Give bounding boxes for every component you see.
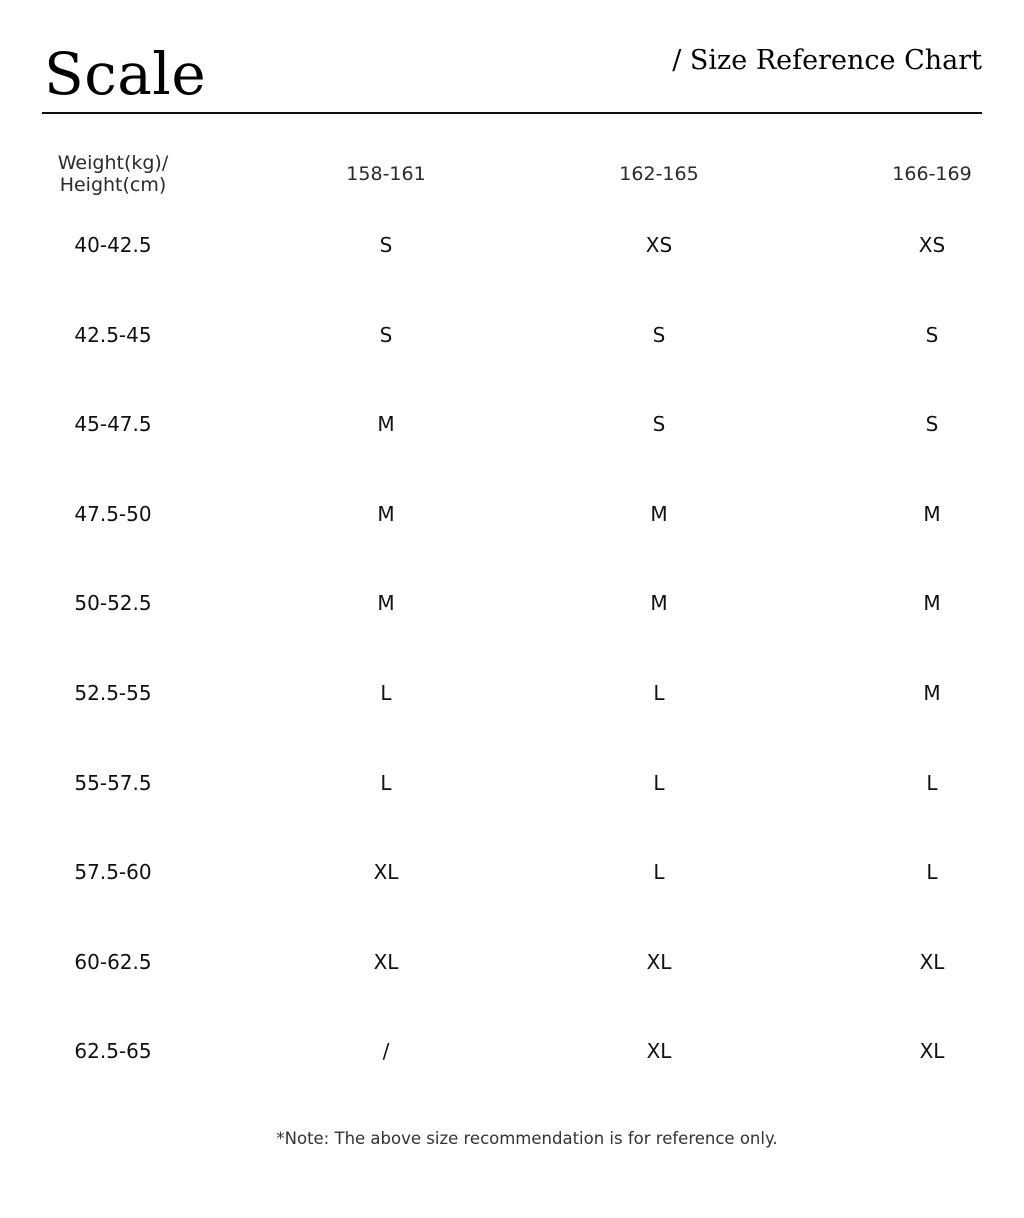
size-cell: M bbox=[923, 501, 941, 526]
size-cell: M bbox=[923, 591, 941, 616]
chart-title: / Size Reference Chart bbox=[672, 45, 982, 76]
size-cell: S bbox=[379, 233, 393, 257]
size-cell: S bbox=[652, 322, 666, 347]
size-cell: XS bbox=[918, 233, 946, 257]
corner-header-weight: Weight(kg)/ bbox=[57, 152, 169, 174]
size-cell: S bbox=[925, 412, 939, 437]
size-cell: L bbox=[653, 860, 665, 885]
size-cell: M bbox=[650, 501, 668, 526]
size-cell: XS bbox=[645, 233, 673, 257]
weight-range-cell: 60-62.5 bbox=[74, 949, 152, 974]
weight-range-cell: 52.5-55 bbox=[74, 681, 152, 705]
size-cell: L bbox=[926, 770, 938, 795]
weight-range-cell: 42.5-45 bbox=[74, 322, 152, 347]
size-cell: XL bbox=[373, 949, 399, 974]
size-cell: L bbox=[653, 770, 665, 795]
size-cell: M bbox=[377, 412, 395, 437]
size-cell: S bbox=[652, 412, 666, 437]
size-cell: XL bbox=[646, 949, 672, 974]
size-cell: L bbox=[380, 770, 392, 795]
corner-header-height: Height(cm) bbox=[59, 174, 167, 196]
size-cell: S bbox=[379, 322, 393, 347]
size-cell: L bbox=[380, 681, 392, 705]
size-cell: L bbox=[926, 860, 938, 885]
size-cell: S bbox=[925, 322, 939, 347]
size-cell: XL bbox=[646, 1039, 672, 1064]
size-cell: M bbox=[923, 681, 941, 705]
weight-range-cell: 62.5-65 bbox=[74, 1039, 152, 1064]
size-cell: M bbox=[377, 591, 395, 616]
size-cell: XL bbox=[919, 949, 945, 974]
size-cell: / bbox=[382, 1039, 390, 1064]
height-column-header: 162-165 bbox=[619, 163, 699, 185]
brand-name: Scale bbox=[44, 40, 207, 108]
size-cell: M bbox=[377, 501, 395, 526]
weight-range-cell: 47.5-50 bbox=[74, 501, 152, 526]
weight-range-cell: 40-42.5 bbox=[74, 233, 152, 257]
size-cell: M bbox=[650, 591, 668, 616]
reference-note: *Note: The above size recommendation is for reference only. bbox=[276, 1129, 778, 1148]
weight-range-cell: 55-57.5 bbox=[74, 770, 152, 795]
weight-range-cell: 50-52.5 bbox=[74, 591, 152, 616]
height-column-header: 158-161 bbox=[346, 163, 426, 185]
weight-range-cell: 45-47.5 bbox=[74, 412, 152, 437]
size-cell: XL bbox=[919, 1039, 945, 1064]
height-column-header: 166-169 bbox=[892, 163, 972, 185]
size-cell: XL bbox=[373, 860, 399, 885]
table-corner-header bbox=[33, 152, 193, 196]
size-cell: L bbox=[653, 681, 665, 705]
weight-range-cell: 57.5-60 bbox=[74, 860, 152, 885]
